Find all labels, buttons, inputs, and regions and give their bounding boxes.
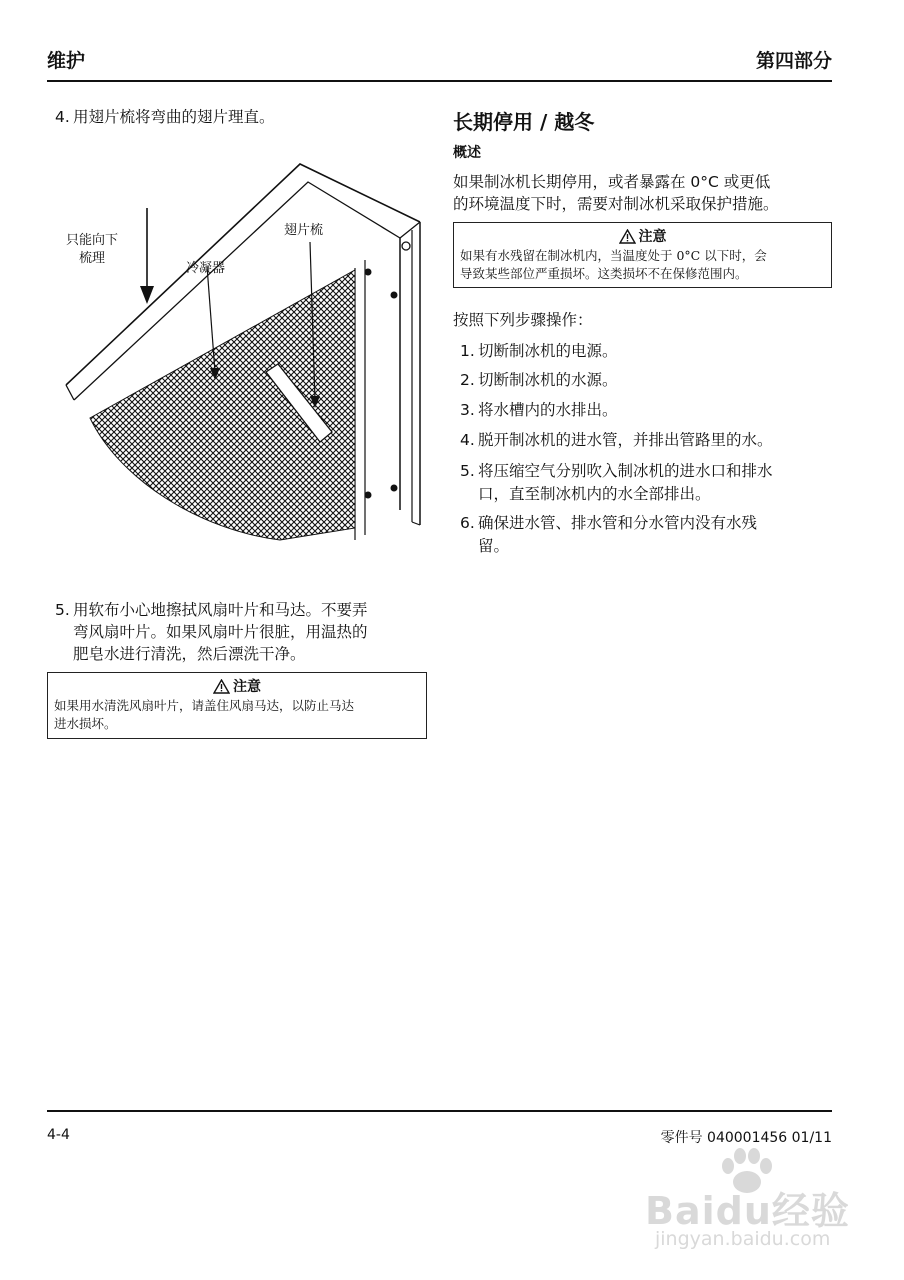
watermark-brand: Baidu经验	[645, 1189, 850, 1233]
left-caution-box	[47, 672, 427, 739]
header-section-title: 维护	[47, 50, 86, 72]
section-title: 长期停用 / 越冬	[453, 110, 595, 134]
step-item: 5. 将压缩空气分别吹入制冰机的进水口和排水 口，直至制冰机内的水全部排出。	[460, 462, 773, 503]
watermark-url: jingyan.baidu.com	[655, 1228, 831, 1250]
caution-title: 注意	[638, 229, 667, 245]
footer-rule	[47, 1110, 832, 1112]
caution-text: 如果有水残留在制冰机内，当温度处于 0°C 以下时，会 导致某些部位严重损坏。这类损坏不在保修范围内。	[460, 248, 767, 281]
caution-text: 如果用水清洗风扇叶片，请盖住风扇马达，以防止马达 进水损坏。	[54, 698, 355, 731]
step-item: 4. 脱开制冰机的进水管，并排出管路里的水。	[460, 431, 773, 449]
header-rule	[47, 80, 832, 82]
steps-intro: 按照下列步骤操作：	[453, 311, 593, 329]
step-item: 2. 切断制冰机的水源。	[460, 371, 618, 389]
warning-triangle-icon	[619, 229, 636, 244]
condenser-illustration	[60, 150, 430, 570]
label-fin-comb: 翅片梳	[284, 223, 324, 238]
left-step-4: 4. 用翅片梳将弯曲的翅片理直。	[55, 108, 275, 126]
part-number: 零件号 040001456 01/11	[660, 1130, 832, 1146]
intro-paragraph: 如果制冰机长期停用，或者暴露在 0°C 或更低 的环境温度下时，需要对制冰机采取保护措施。	[453, 173, 779, 213]
left-step-5: 5. 用软布小心地擦拭风扇叶片和马达。不要弄 弯风扇叶片。如果风扇叶片很脏，用温热的 肥皂水进行清洗，然后漂洗干净。	[55, 601, 368, 663]
label-condenser: 冷凝器	[186, 261, 226, 276]
condenser-figure	[60, 150, 430, 570]
warning-triangle-icon	[213, 679, 230, 694]
step-item: 1. 切断制冰机的电源。	[460, 342, 618, 360]
label-direction: 只能向下 梳理	[65, 233, 118, 266]
section-subtitle: 概述	[453, 145, 481, 161]
header-part-title: 第四部分	[755, 50, 832, 72]
step-item: 3. 将水槽内的水排出。	[460, 401, 618, 419]
page-number: 4-4	[47, 1127, 70, 1143]
step-item: 6. 确保进水管、排水管和分水管内没有水残 留。	[460, 514, 758, 555]
caution-title: 注意	[233, 679, 261, 695]
right-caution-box	[453, 222, 832, 288]
